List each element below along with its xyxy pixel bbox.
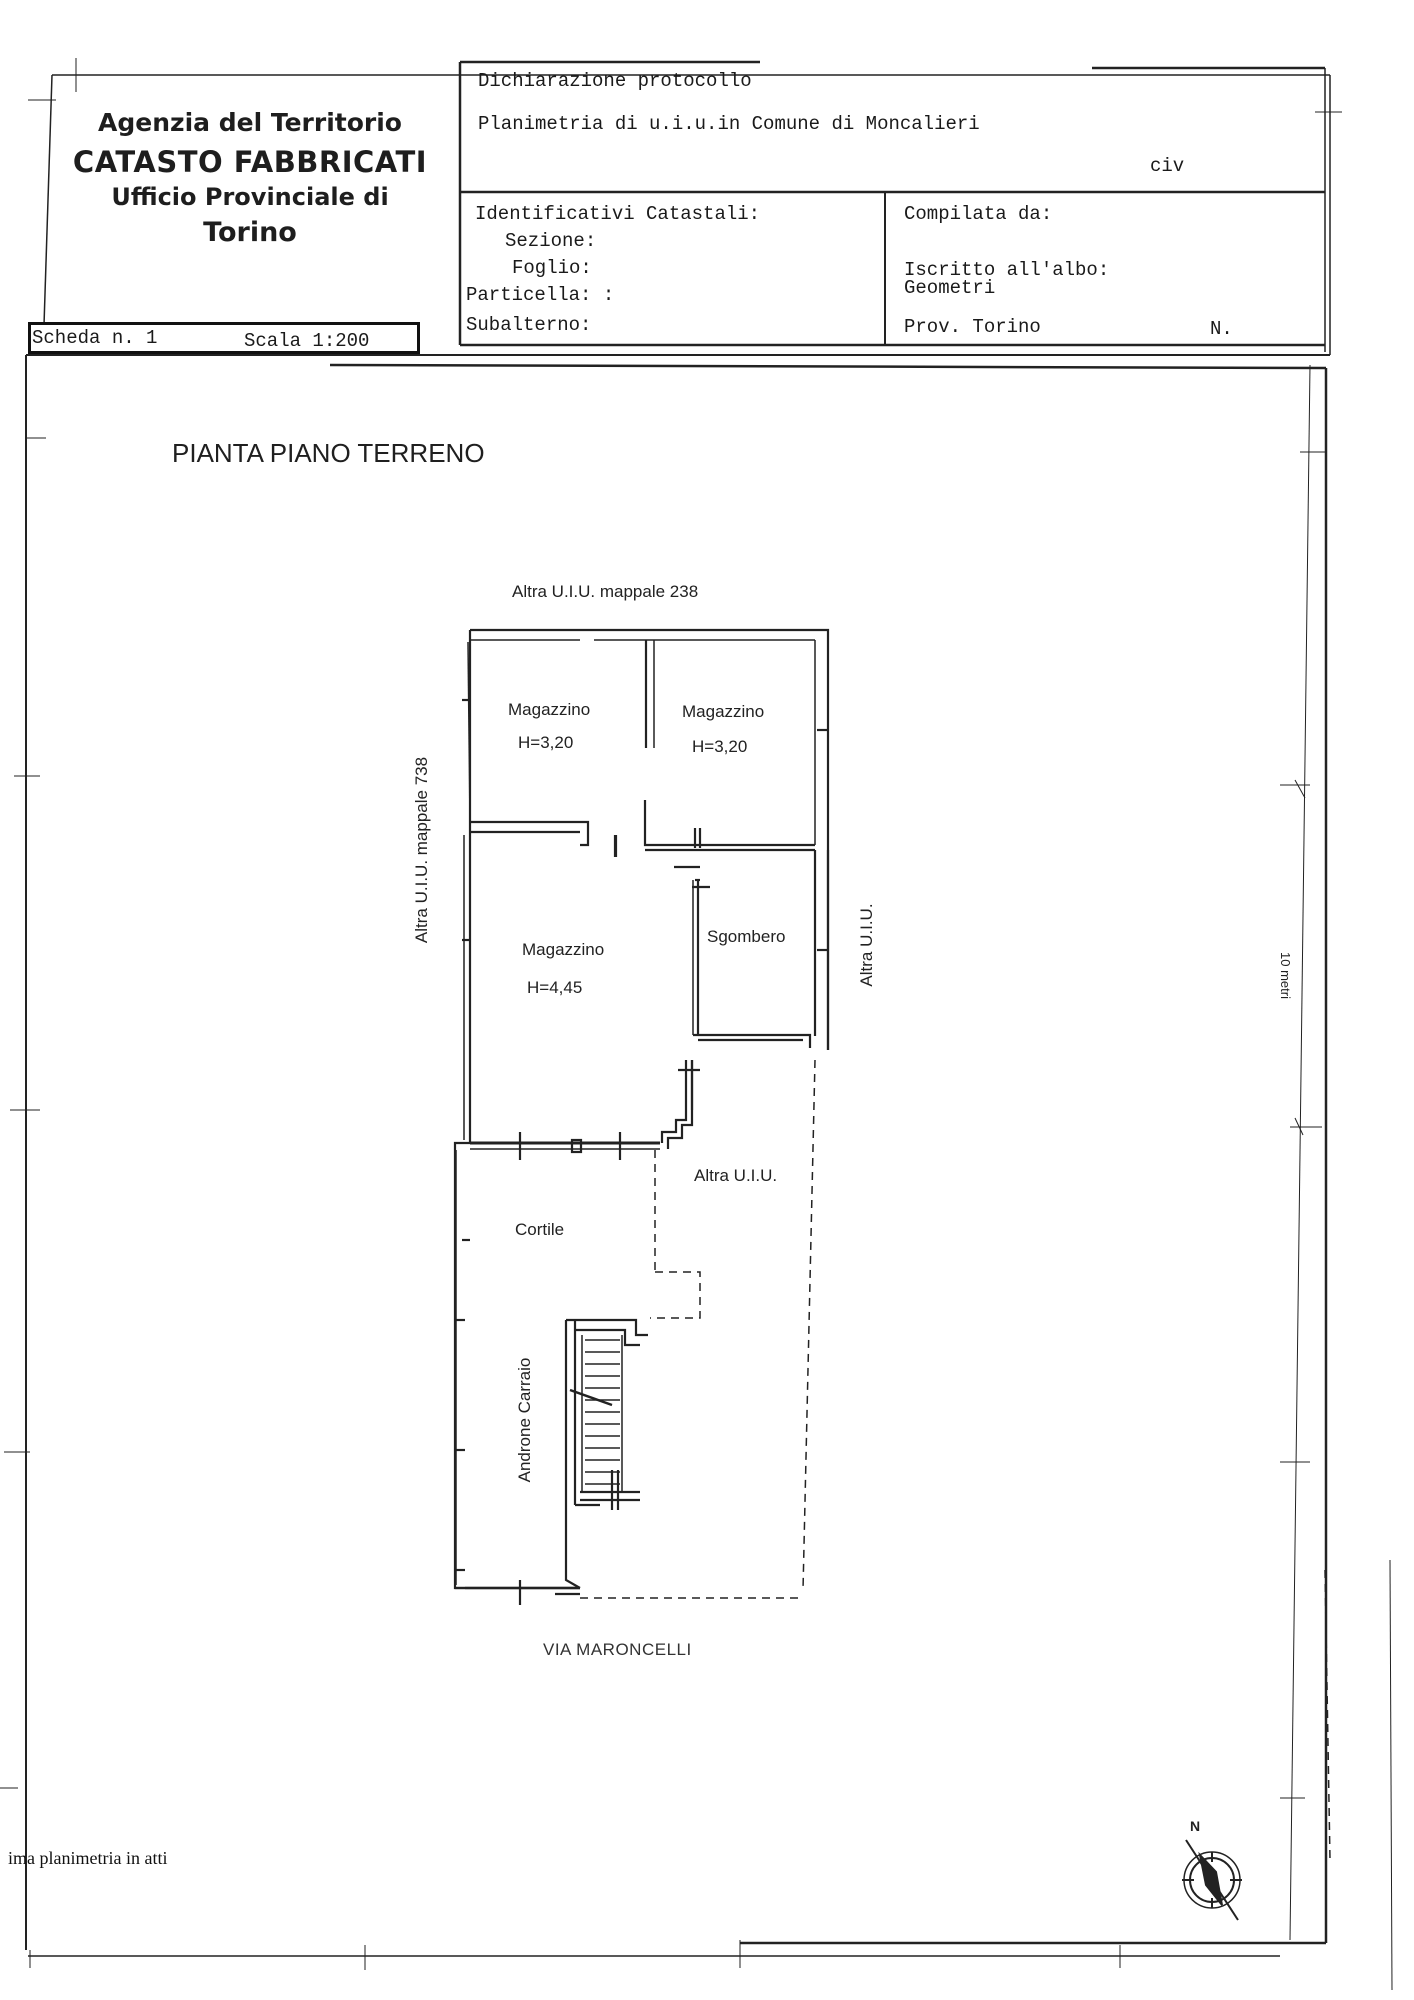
particella-label: Particella: :	[466, 284, 615, 306]
room-height: H=3,20	[692, 737, 748, 756]
office-city: Torino	[203, 217, 297, 248]
agency-name: Agenzia del Territorio	[98, 108, 402, 137]
compilata-label: Compilata da:	[904, 203, 1053, 225]
plan-title: PIANTA PIANO TERRENO	[172, 438, 485, 468]
sezione-label: Sezione:	[505, 230, 597, 252]
foglio-label: Foglio:	[512, 257, 592, 279]
street-name: VIA MARONCELLI	[543, 1640, 692, 1659]
room-name: Androne Carraio	[515, 1357, 534, 1483]
room-name: Magazzino	[682, 702, 765, 721]
stair-treads	[570, 1335, 622, 1492]
floor-plan-walls	[455, 630, 828, 1605]
room-name: Magazzino	[508, 700, 591, 719]
province-label: Prov. Torino	[904, 316, 1041, 338]
catasto-title: CATASTO FABBRICATI	[72, 145, 428, 179]
footer-note: ima planimetria in atti	[8, 1848, 168, 1868]
room-name: Sgombero	[707, 927, 786, 946]
room-name: Magazzino	[522, 940, 605, 959]
room-height: H=4,45	[527, 978, 583, 997]
label-neighbor-top: Altra U.I.U. mappale 238	[512, 582, 699, 601]
scale-note: 10 metri	[1278, 952, 1293, 999]
label-neighbor-right: Altra U.I.U.	[857, 903, 876, 987]
office-label: Ufficio Provinciale di	[111, 183, 389, 211]
room-height: H=3,20	[518, 733, 574, 752]
north-arrow-icon	[1182, 1840, 1242, 1920]
protocol-label: Dichiarazione protocollo	[478, 70, 752, 92]
scheda-label: Scheda n. 1	[32, 327, 158, 349]
plan-description: Planimetria di u.i.u.in Comune di Moncalieri	[478, 113, 980, 135]
iscritto-label: Iscritto all'albo:	[904, 259, 1110, 281]
number-label: N.	[1210, 318, 1233, 340]
civ-label: civ	[1150, 155, 1185, 177]
identifiers-heading: Identificativi Catastali:	[475, 203, 761, 225]
dashed-boundaries	[580, 1060, 1330, 1860]
north-label: N	[1190, 1818, 1201, 1834]
label-neighbor-inner: Altra U.I.U.	[694, 1166, 778, 1185]
room-name: Cortile	[515, 1220, 565, 1239]
label-neighbor-left: Altra U.I.U. mappale 738	[412, 756, 431, 944]
subalterno-label: Subalterno:	[466, 314, 592, 336]
scale-label: Scala 1:200	[244, 330, 370, 352]
geometri-label: Geometri	[904, 277, 996, 299]
